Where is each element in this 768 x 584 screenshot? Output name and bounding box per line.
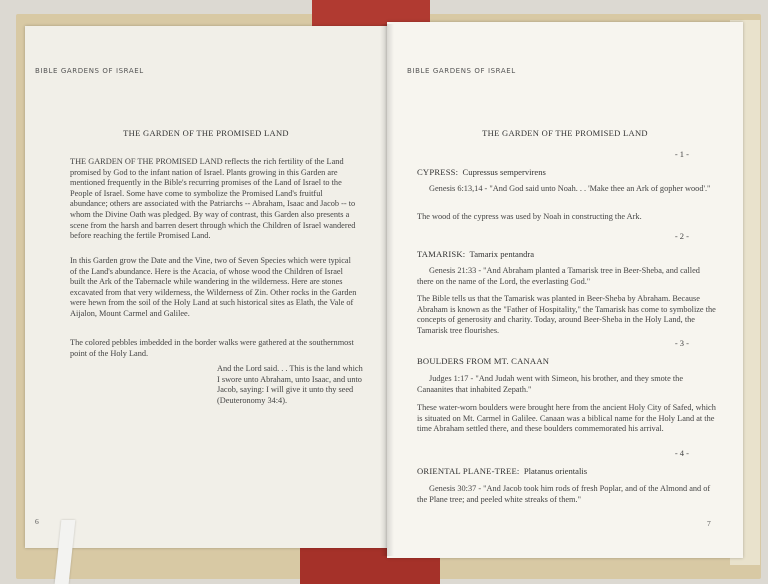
- entry-verse: Genesis 30:37 - "And Jacob took him rods of fresh Poplar, and of the Almond and of the Plane tree; and peeled white streaks of them.": [417, 484, 711, 504]
- page-title: THE GARDEN OF THE PROMISED LAND: [123, 128, 289, 138]
- right-page: [387, 22, 743, 558]
- entry-name: ORIENTAL PLANE-TREE:: [417, 466, 520, 476]
- entry-number: - 2 -: [674, 231, 689, 241]
- entry-heading: [417, 249, 717, 259]
- entry-latin-name: Tamarix pentandra: [469, 249, 535, 259]
- entry-note: The wood of the cypress was used by Noah in constructing the Ark.: [417, 212, 642, 221]
- page-number: 6: [35, 517, 39, 526]
- entry-heading: [417, 356, 717, 366]
- entry-number: - 4 -: [674, 448, 689, 458]
- page-title: THE GARDEN OF THE PROMISED LAND: [482, 128, 648, 138]
- entry-name: CYPRESS:: [417, 167, 459, 177]
- entry-latin-name: Cupressus sempervirens: [462, 167, 546, 177]
- entry-heading: [417, 167, 717, 177]
- paragraph-3: The colored pebbles imbedded in the border walks were gathered at the southernmost point of the Holy Land.: [70, 338, 354, 358]
- running-head: BIBLE GARDENS OF ISRAEL: [407, 67, 516, 75]
- entry-heading: [417, 466, 717, 476]
- entry-note: These water-worn boulders were brought here from the ancient Holy City of Safed, which is situated on Mt. Carmel in Galilee. Canaan was a biblical name for the Holy Land at the time Abraham settled there, and these boulders commemorated his arrival.: [417, 403, 716, 434]
- page-number: 7: [707, 519, 711, 528]
- entry-name: BOULDERS FROM MT. CANAAN: [417, 356, 550, 366]
- paragraph-2: In this Garden grow the Date and the Vine, two of Seven Species which were typical of the Land's abundance. Here is the Acacia, of whose wood the Children of Israel built the Ark of the Tabernacle while wandering in the wilderness. Here are stones excavated from that very wilderness, the Wilderness of Zin. Other rocks in the Garden were hewn from the soil of the Holy Land at such historical sites as Elath, the Vale of Aijalon, Mount Carmel and Galilee.: [70, 256, 357, 318]
- entry-verse: Genesis 21:33 - "And Abraham planted a Tamarisk tree in Beer-Sheba, and called there on the name of the Lord, the everlasting God.": [417, 266, 700, 286]
- entry-number: - 3 -: [674, 338, 689, 348]
- entry-name: TAMARISK:: [417, 249, 466, 259]
- entry-note: The Bible tells us that the Tamarisk was planted in Beer-Sheba by Abraham. Because Abraham is known as the "Father of Hospitality," the Tamarisk has come to symbolize the concepts of generosity and charity. Today, around Beer-Sheba in the Holy Land, the Tamarisk tree flourishes.: [417, 294, 716, 335]
- entry-verse: Judges 1:17 - "And Judah went with Simeon, his brother, and they smote the Canaanites that inhabited Zepath.": [417, 374, 684, 394]
- left-page: [25, 26, 387, 548]
- entry-latin-name: Platanus orientalis: [523, 466, 588, 476]
- paragraph-1: THE GARDEN OF THE PROMISED LAND reflects the rich fertility of the Land promised by God to the infant nation of Israel. Plants growing in this Garden are mentioned frequently in the Bible's recurring promises of the Land of Israel to the People of Israel. Some have come to symbolize the Promised Land's fruitful abundance; others are associated with the Patriarchs -- Abraham, Isaac and Jacob -- to whom the Divine Oath was pledged. By way of contrast, this Garden also presents a scene from the harsh and barren desert through which the Children of Israel wandered before reaching the fertile Promised Land.: [70, 157, 356, 241]
- entry-verse: Genesis 6:13,14 - "And God said unto Noah. . . 'Make thee an Ark of gopher wood'.": [429, 184, 711, 193]
- scripture-quote: And the Lord said. . . This is the land which I swore unto Abraham, unto Isaac, and unto Jacob, saying: I will give it unto thy seed (Deuteronomy 34:4).: [217, 364, 363, 405]
- entry-number: - 1 -: [674, 149, 689, 159]
- running-head: BIBLE GARDENS OF ISRAEL: [35, 67, 144, 75]
- page-gutter: [380, 24, 394, 556]
